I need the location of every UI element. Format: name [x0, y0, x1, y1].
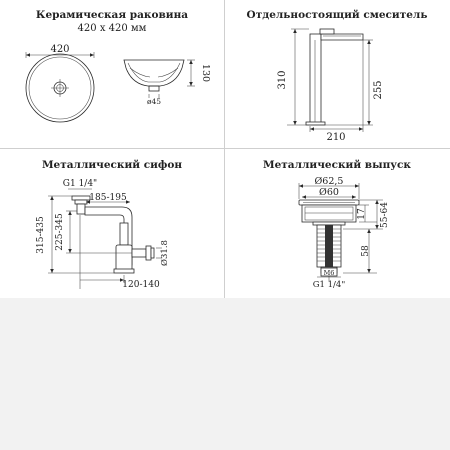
- mixer-height-spout-label: 255: [373, 80, 384, 100]
- siphon-body: [72, 196, 154, 289]
- drain-bolt-label: M6: [323, 269, 335, 277]
- basin-side-view: [124, 60, 211, 106]
- siphon-dimensions: [36, 179, 170, 290]
- mixer-drawing: [225, 0, 450, 148]
- basin-subtitle: 420 x 420 мм: [77, 23, 147, 34]
- basin-height-label: 130: [200, 63, 211, 83]
- drain-dimensions: [299, 176, 390, 290]
- mixer-reach-label: 210: [326, 132, 346, 143]
- drain-title: Металлический выпуск: [263, 159, 411, 171]
- siphon-drawing: [0, 149, 224, 298]
- drain-flange-label: 17: [357, 208, 367, 220]
- empty-area: [0, 298, 450, 450]
- basin-drain-label: ø45: [146, 97, 162, 106]
- siphon-height-outer-label: 315-435: [36, 216, 46, 254]
- siphon-thread-label: G1 1/4": [62, 179, 98, 189]
- basin-width-label: 420: [50, 44, 70, 55]
- siphon-height-inner-label: 225-345: [55, 213, 65, 251]
- mixer-title: Отдельностоящий смеситель: [246, 9, 428, 21]
- siphon-title: Металлический сифон: [41, 159, 183, 171]
- drain-range-label: 55-64: [380, 202, 390, 228]
- mixer-dimensions: [277, 29, 384, 143]
- basin-top-view: [26, 44, 94, 122]
- siphon-horizontal-label: 185-195: [89, 193, 127, 203]
- basin-title: Керамическая раковина: [35, 9, 189, 21]
- mixer-height-total-label: 310: [277, 70, 288, 90]
- drain-drawing: [225, 149, 450, 298]
- mixer-body: [287, 29, 363, 125]
- drain-outer-diameter-label: Ø62,5: [314, 176, 344, 187]
- siphon-diameter-label: Ø31.8: [160, 240, 170, 266]
- drain-thread-label: G1 1/4": [312, 280, 346, 290]
- drain-body-label: 58: [361, 245, 371, 257]
- basin-drawing: [0, 0, 224, 148]
- drain-inner-diameter-label: Ø60: [319, 187, 339, 198]
- siphon-depth-label: 120-140: [122, 280, 160, 290]
